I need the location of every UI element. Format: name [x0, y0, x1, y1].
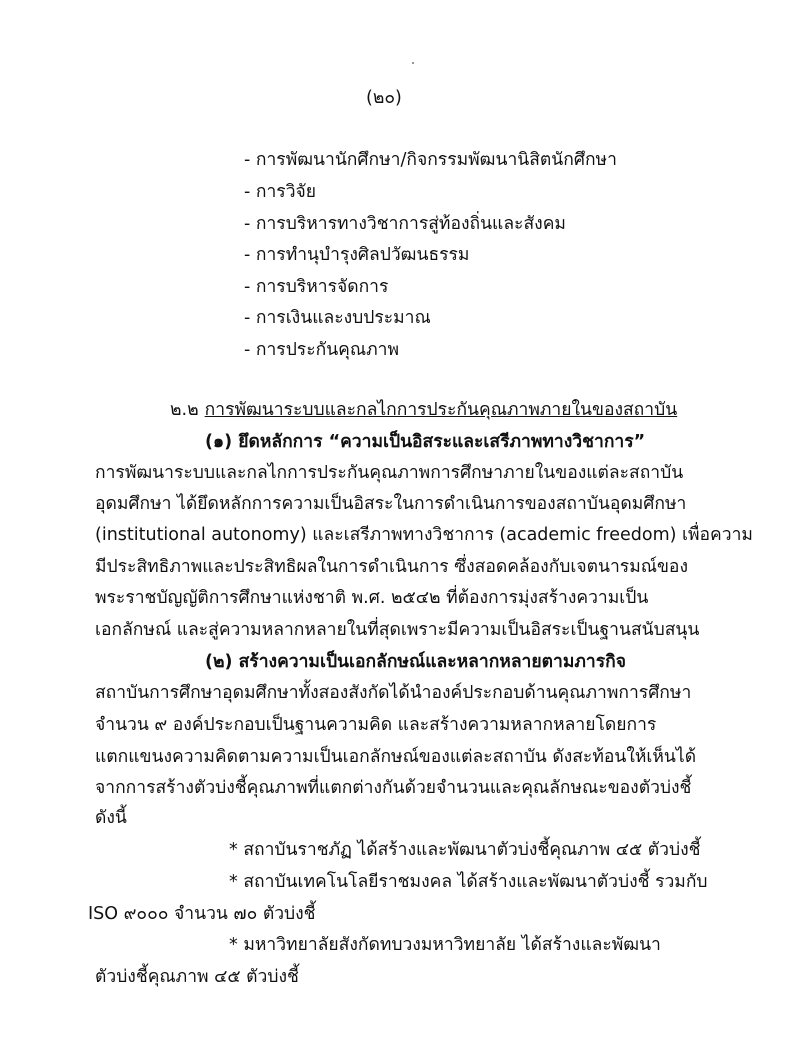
bullet-item: - การประกันคุณภาพ — [244, 340, 400, 360]
star-item-continuation: ตัวบ่งชี้คุณภาพ ๔๕ ตัวบ่งชี้ — [95, 967, 299, 987]
bullet-item: - การบริหารจัดการ — [244, 277, 389, 297]
paragraph-line: มีประสิทธิภาพและประสิทธิผลในการดำเนินการ ซึ่งสอดคล้องกับเจตนารมณ์ของ — [95, 557, 688, 577]
paragraph-line: การพัฒนาระบบและกลไกการประกันคุณภาพการศึกษาภายในของแต่ละสถาบัน — [95, 463, 684, 483]
paragraph-line: อุดมศึกษา ได้ยึดหลักการความเป็นอิสระในการดำเนินการของสถาบันอุดมศึกษา — [95, 494, 687, 514]
section-number: ๒.๒ — [170, 400, 199, 420]
star-item-continuation: ISO ๙๐๐๐ จำนวน ๗๐ ตัวบ่งชี้ — [88, 904, 316, 924]
section-heading — [170, 398, 677, 422]
subsection-heading: (๒) สร้างความเป็นเอกลักษณ์และหลากหลายตามภารกิจ — [205, 652, 626, 672]
bullet-item: - การบริหารทางวิชาการสู่ท้องถิ่นและสังคม — [244, 214, 566, 234]
bullet-item: - การวิจัย — [244, 182, 317, 202]
scan-speck — [412, 62, 414, 64]
bullet-item: - การเงินและงบประมาณ — [244, 308, 431, 328]
paragraph-line: จากการสร้างตัวบ่งชี้คุณภาพที่แตกต่างกันด้วยจำนวนและคุณลักษณะของตัวบ่งชี้ — [95, 778, 692, 798]
star-item: * สถาบันเทคโนโลยีราชมงคล ได้สร้างและพัฒนาตัวบ่งชี้ รวมกับ — [229, 872, 708, 892]
bullet-item: - การทำนุบำรุงศิลปวัฒนธรรม — [244, 245, 470, 265]
paragraph-line: (institutional autonomy) และเสรีภาพทางวิชาการ (academic freedom) เพื่อความ — [95, 525, 753, 545]
section-title: การพัฒนาระบบและกลไกการประกันคุณภาพภายในของสถาบัน — [204, 400, 678, 420]
page-number: (๒๐) — [366, 88, 402, 108]
bullet-item: - การพัฒนานักศึกษา/กิจกรรมพัฒนานิสิตนักศึกษา — [244, 150, 617, 170]
paragraph-line: จำนวน ๙ องค์ประกอบเป็นฐานความคิด และสร้างความหลากหลายโดยการ — [95, 715, 657, 735]
star-item: * มหาวิทยาลัยสังกัดทบวงมหาวิทยาลัย ได้สร้างและพัฒนา — [229, 935, 661, 955]
subsection-heading: (๑) ยึดหลักการ “ความเป็นอิสระและเสรีภาพทางวิชาการ” — [205, 432, 646, 452]
paragraph-line: เอกลักษณ์ และสู่ความหลากหลายในที่สุดเพราะมีความเป็นอิสระเป็นฐานสนับสนุน — [95, 620, 700, 640]
paragraph-line: สถาบันการศึกษาอุดมศึกษาทั้งสองสังกัดได้นำองค์ประกอบด้านคุณภาพการศึกษา — [95, 683, 692, 703]
paragraph-line: ดังนี้ — [95, 808, 127, 828]
paragraph-line: แตกแขนงความคิดตามความเป็นเอกลักษณ์ของแต่ละสถาบัน ดังสะท้อนให้เห็นได้ — [95, 747, 697, 767]
star-item: * สถาบันราชภัฏ ได้สร้างและพัฒนาตัวบ่งชี้คุณภาพ ๔๕ ตัวบ่งชี้ — [229, 840, 701, 860]
paragraph-line: พระราชบัญญัติการศึกษาแห่งชาติ พ.ศ. ๒๕๔๒ ที่ต้องการมุ่งสร้างความเป็น — [95, 588, 649, 608]
